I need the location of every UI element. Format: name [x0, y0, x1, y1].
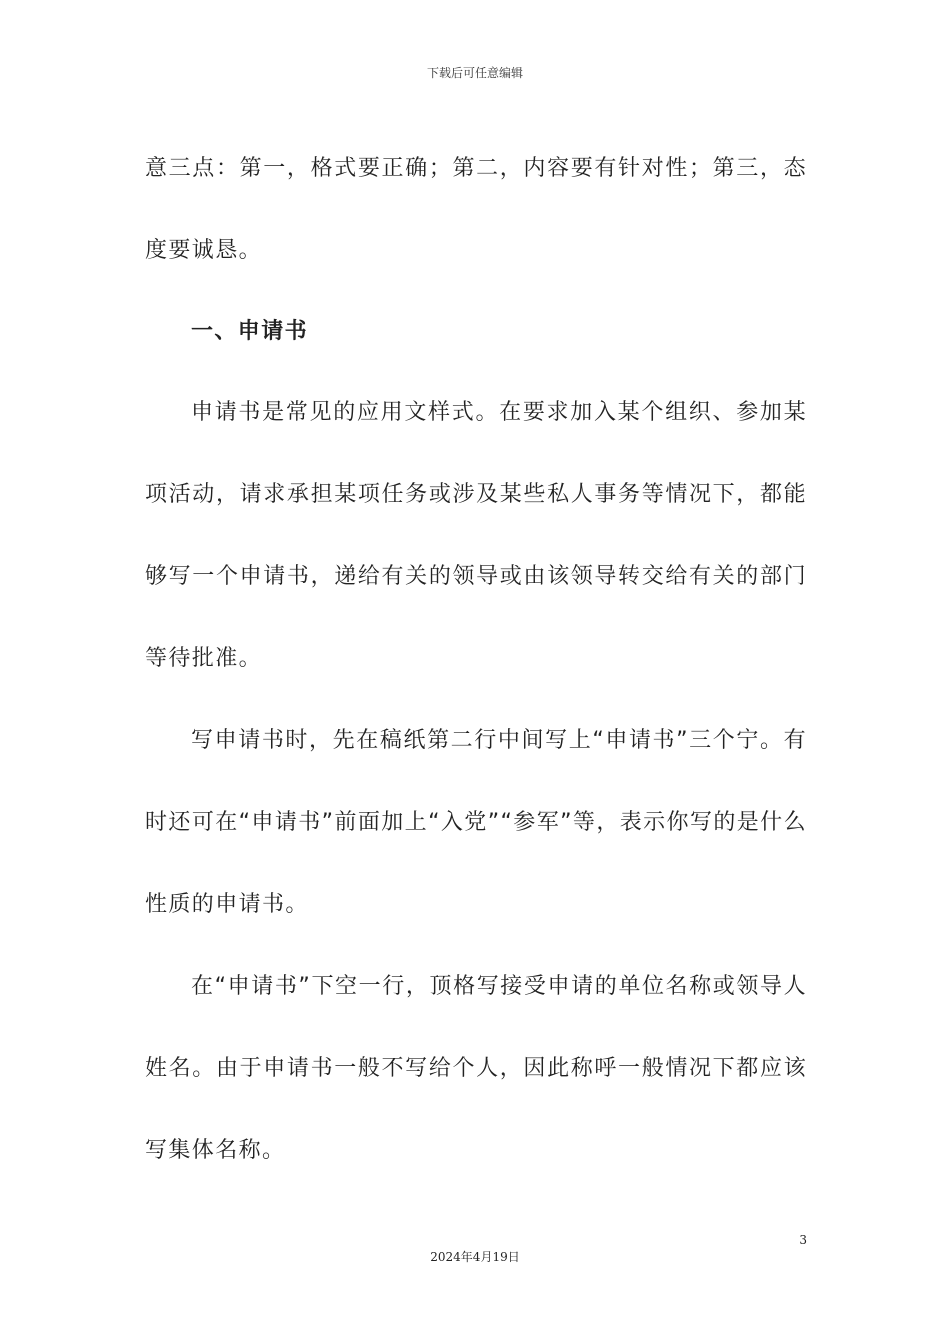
- page-number: 3: [799, 1233, 807, 1247]
- paragraph-salutation-rule: 在“申请书”下空一行，顶格写接受申请的单位名称或领导人姓名。由于申请书一般不写给个人，因此称呼一般情况下都应该写集体名称。: [145, 974, 807, 1163]
- document-body: [145, 128, 807, 1192]
- page-header: 下载后可任意编辑: [426, 66, 523, 80]
- paragraph-title-rule: 写申请书时，先在稿纸第二行中间写上“申请书”三个宁。有时还可在“申请书”前面加上“入党”“参军”等，表示你写的是什么性质的申请书。: [145, 728, 807, 917]
- paragraph-intro: 申请书是常见的应用文样式。在要求加入某个组织、参加某项活动，请求承担某项任务或涉及某些私人事务等情况下，都能够写一个申请书，递给有关的领导或由该领导转交给有关的部门等待批准。: [145, 400, 807, 671]
- paragraph-continuation: 意三点：第一，格式要正确；第二，内容要有针对性；第三，态度要诚恳。: [145, 156, 807, 263]
- footer-date: 2024年4月19日: [430, 1250, 520, 1264]
- section-heading: 一、申请书: [191, 319, 309, 344]
